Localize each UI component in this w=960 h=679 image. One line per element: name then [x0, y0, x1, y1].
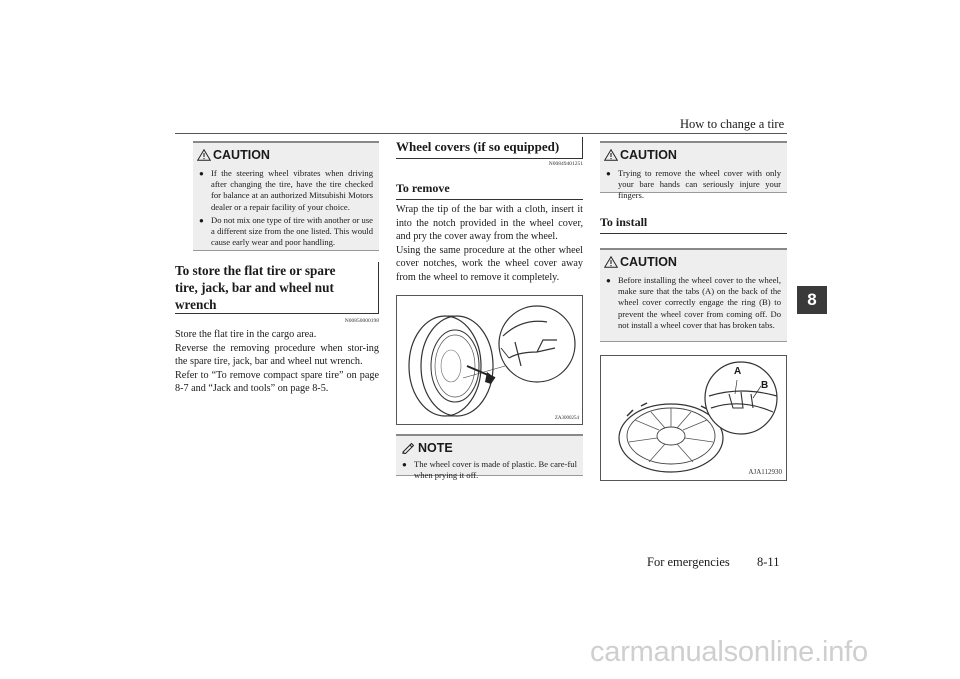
caution-box-right-1 [600, 141, 787, 201]
caution-item: ● Do not mix one type of tire with another or use a different size from the one listed. This would cause early wear and poor handling. [199, 215, 373, 249]
section-heading-store-text: To store the flat tire or spare tire, jack, bar and wheel nut wrench [175, 263, 336, 312]
figure-label-b: B [761, 380, 769, 391]
subheading-rule [600, 233, 787, 234]
warning-triangle-icon [604, 256, 618, 268]
caution-header [600, 250, 787, 269]
wheel-cover-removal-figure [396, 295, 583, 425]
caution-list [193, 168, 379, 248]
note-label: NOTE [418, 441, 453, 455]
subheading-to-remove: To remove [396, 181, 450, 195]
footer-page-number: 8-11 [757, 555, 780, 569]
paragraph: Reverse the removing procedure when stor-ing the spare tire, jack, bar and wheel nut wrench. [175, 342, 379, 368]
section-code: N00850000198 [344, 318, 379, 324]
pencil-note-icon [400, 442, 416, 454]
store-body [175, 328, 379, 396]
wheel-cover-illustration [601, 356, 786, 480]
caution-header [193, 143, 379, 162]
section-heading-store [175, 262, 379, 314]
caution-label: CAUTION [620, 148, 677, 162]
paragraph: Using the same procedure at the other wheel cover notches, work the wheel cover away from the wheel to remove it completely. [396, 244, 583, 283]
figure-label-a: A [734, 366, 742, 377]
note-list [396, 459, 583, 481]
caution-box-right-2 [600, 248, 787, 342]
note-item: ● The wheel cover is made of plastic. Be care-ful when prying it off. [402, 459, 577, 481]
paragraph: Wrap the tip of the bar with a cloth, insert it into the notch provided in the wheel cover, and pry the cover away from the wheel. [396, 204, 583, 243]
note-box [396, 434, 583, 481]
paragraph: Store the flat tire in the cargo area. [175, 329, 317, 340]
caution-list [600, 275, 787, 331]
remove-body [396, 203, 583, 285]
subheading-rule [396, 199, 583, 200]
watermark: carmanualsonline.info [590, 636, 868, 668]
figure-id: AJA112930 [748, 468, 782, 476]
caution-header [600, 143, 787, 162]
paragraph: Refer to “To remove compact spare tire” on page 8-7 and “Jack and tools” on page 8-5. [175, 369, 379, 395]
caution-item: ● Before installing the wheel cover to the wheel, make sure that the tabs (A) on the back of the wheel cover correctly engage the ring (B) to prevent the wheel cover from coming off. Do not install a wheel cover that has broken tabs. [606, 275, 781, 331]
warning-triangle-icon [197, 149, 211, 161]
tire-with-bar-illustration [397, 296, 582, 424]
chapter-tab: 8 [797, 286, 827, 314]
figure-id: ZA3000254 [554, 416, 579, 421]
running-header-title: How to change a tire [680, 117, 785, 131]
caution-list [600, 168, 787, 202]
footer-section: For emergencies [647, 555, 730, 569]
caution-label: CAUTION [620, 255, 677, 269]
caution-label: CAUTION [213, 148, 270, 162]
section-heading-wheel-covers [396, 137, 583, 159]
section-code: N00849401251 [548, 161, 583, 167]
note-header [396, 436, 583, 455]
warning-triangle-icon [604, 149, 618, 161]
caution-box-left [193, 141, 379, 251]
subheading-to-install: To install [600, 215, 648, 229]
caution-item: ● Trying to remove the wheel cover with only your bare hands can seriously injure your fingers. [606, 168, 781, 202]
section-heading-wheel-covers-text: Wheel covers (if so equipped) [396, 139, 560, 154]
caution-item: ● If the steering wheel vibrates when driving after changing the tire, have the tire checked for balance at an authorized Mitsubishi Motors dealer or a repair facility of your choice. [199, 168, 373, 213]
running-header-rule [175, 133, 787, 134]
wheel-cover-install-figure [600, 355, 787, 481]
